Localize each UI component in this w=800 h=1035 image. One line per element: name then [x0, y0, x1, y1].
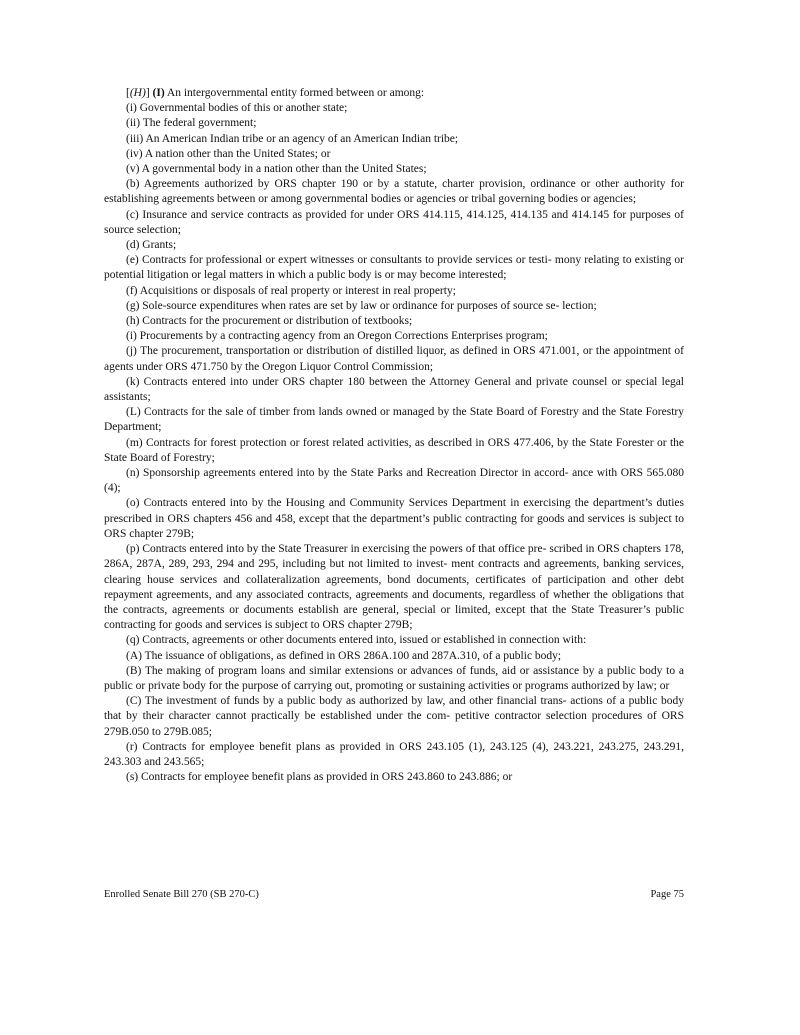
- paragraph: (q) Contracts, agreements or other documents entered into, issued or established in connection with:: [126, 634, 587, 647]
- paragraph: (g) Sole-source expenditures when rates are set by law or ordinance for purposes of source se- lection;: [126, 299, 597, 312]
- paragraph: (iii) An American Indian tribe or an agency of an American Indian tribe;: [126, 132, 459, 145]
- paragraph-list: [104, 101, 684, 785]
- paragraph: (n) Sponsorship agreements entered into by the State Parks and Recreation Director in accord- ance with ORS 565.080 (4);: [104, 467, 684, 495]
- new-marker: (I): [152, 87, 165, 99]
- paragraph-intergovernmental-entity: [(H)] (I) An intergovernmental entity formed between or among:: [126, 87, 425, 99]
- page-footer: [104, 889, 684, 900]
- paragraph: (A) The issuance of obligations, as defined in ORS 286A.100 and 287A.310, of a public body;: [126, 649, 562, 662]
- paragraph: (ii) The federal government;: [126, 117, 257, 130]
- paragraph: (f) Acquisitions or disposals of real property or interest in real property;: [126, 284, 456, 297]
- paragraph: (r) Contracts for employee benefit plans as provided in ORS 243.105 (1), 243.125 (4), 243.221, 243.275, 243.291, 243.303 and 243.565;: [104, 740, 684, 768]
- paragraph: (i) Procurements by a contracting agency from an Oregon Corrections Enterprises program;: [126, 330, 548, 343]
- paragraph: (s) Contracts for employee benefit plans as provided in ORS 243.860 to 243.886; or: [126, 771, 513, 784]
- paragraph: (v) A governmental body in a nation other than the United States;: [126, 163, 427, 176]
- document-body: [104, 86, 684, 785]
- paragraph: (i) Governmental bodies of this or another state;: [126, 102, 348, 115]
- paragraph: (e) Contracts for professional or expert witnesses or consultants to provide services or testi- mony relating to existing or potential litigation or legal matters in which a public body is or may become interested;: [104, 254, 684, 282]
- paragraph: (d) Grants;: [126, 239, 177, 252]
- paragraph: (j) The procurement, transportation or distribution of distilled liquor, as defined in ORS 471.001, or the appointment of agents under ORS 471.750 by the Oregon Liquor Control Commission;: [104, 345, 684, 373]
- paragraph: (L) Contracts for the sale of timber from lands owned or managed by the State Board of Forestry and the State Forestry Department;: [104, 406, 684, 434]
- footer-bill-title: Enrolled Senate Bill 270 (SB 270-C): [104, 889, 259, 900]
- paragraph: (m) Contracts for forest protection or forest related activities, as described in ORS 477.406, by the State Forester or the State Board of Forestry;: [104, 436, 684, 464]
- paragraph: (b) Agreements authorized by ORS chapter 190 or by a statute, charter provision, ordinance or other authority for establishing agreements between or among governmental bodies or agencies or tribal governing bodies or agencies;: [104, 178, 684, 206]
- paragraph: (iv) A nation other than the United States; or: [126, 147, 331, 160]
- paragraph: (o) Contracts entered into by the Housing and Community Services Department in exercising the department’s duties prescribed in ORS chapters 456 and 458, except that the department’s public contracting for goods and services is subject to ORS chapter 279B;: [104, 497, 684, 540]
- paragraph: (h) Contracts for the procurement or distribution of textbooks;: [126, 315, 413, 328]
- paragraph: (B) The making of program loans and similar extensions or advances of funds, aid or assistance by a public body to a public or private body for the purpose of carrying out, promoting or sustaining activities or programs authorized by law; or: [104, 664, 684, 692]
- paragraph: (c) Insurance and service contracts as provided for under ORS 414.115, 414.125, 414.135 and 414.145 for purposes of source selection;: [104, 208, 684, 236]
- paragraph: (C) The investment of funds by a public body as authorized by law, and other financial trans- actions of a public body that by their character cannot practically be established under the com- petitive contractor selection procedures of ORS 279B.050 to 279B.085;: [104, 695, 684, 738]
- deleted-marker: (H): [129, 87, 146, 99]
- paragraph-text: An intergovernmental entity formed between or among:: [164, 87, 425, 99]
- paragraph: (k) Contracts entered into under ORS chapter 180 between the Attorney General and private counsel or special legal assistants;: [104, 375, 684, 404]
- footer-page-number: Page 75: [650, 889, 684, 900]
- paragraph: (p) Contracts entered into by the State Treasurer in exercising the powers of that office pre- scribed in ORS chapters 178, 286A, 287A, 289, 293, 294 and 295, including but not limited to invest- ment contracts and agreements, banking services, clearing house services and collateralization agreements, bond documents, certificates of participation and other debt repayment agreements, and any associated contracts, agreements and documents, regardless of whether the obligations that the contracts, agreements or documents establish are general, special or limited, except that the State Treasurer’s public contracting for goods and services is subject to ORS chapter 279B;: [104, 543, 684, 632]
